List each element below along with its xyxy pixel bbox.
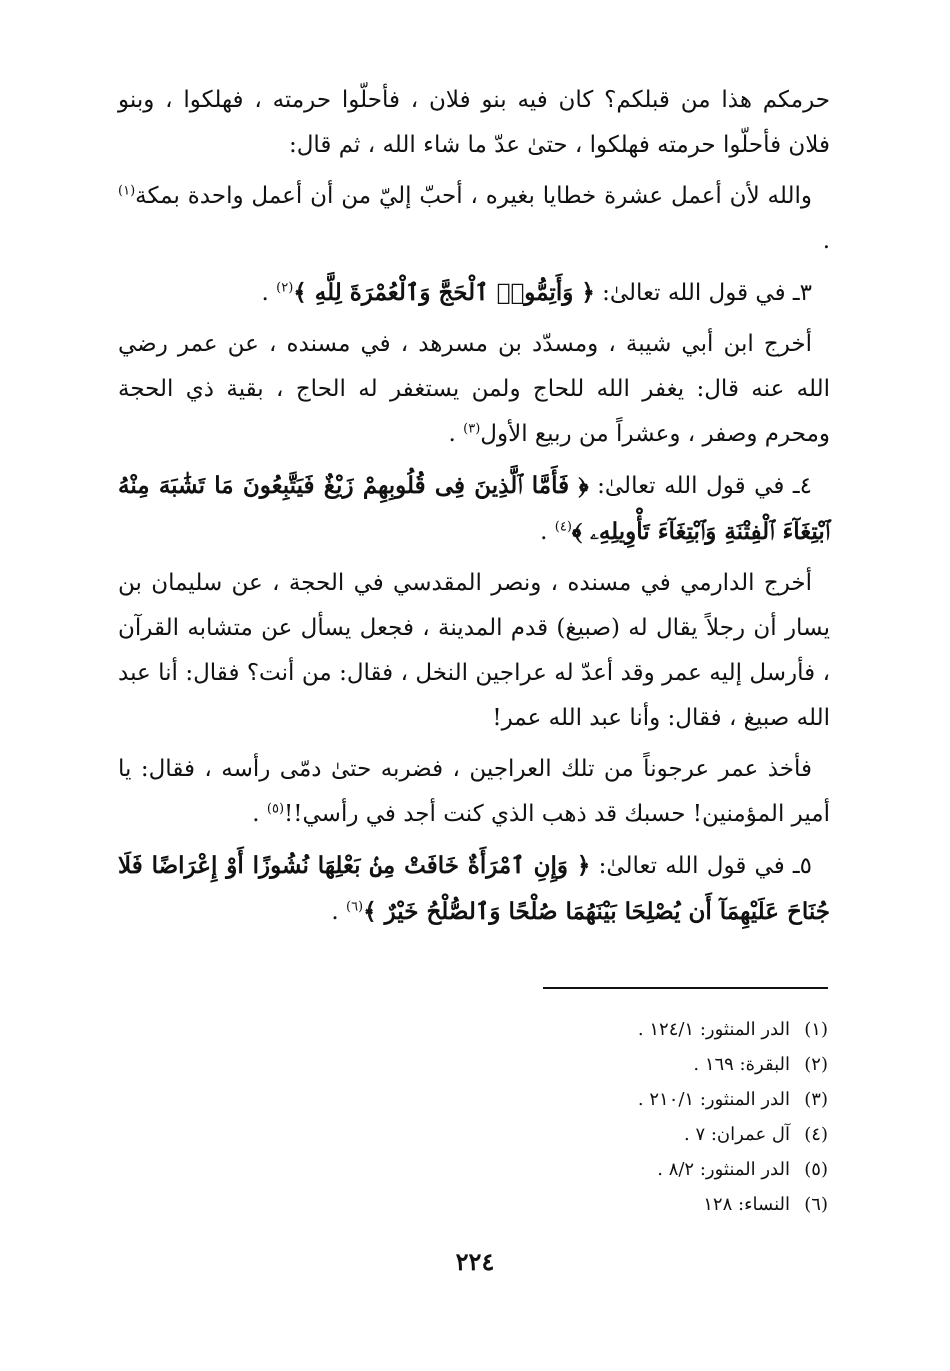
footnote-text: البقرة: ١٦٩ . (693, 1054, 790, 1075)
period: . (822, 228, 830, 254)
footnote-text: آل عمران: ٧ . (683, 1124, 790, 1145)
page-number: ٢٢٤ (455, 1247, 495, 1276)
footnote-item (428, 1152, 828, 1187)
period: . (540, 519, 555, 545)
footnote-number: (٦) (804, 1194, 828, 1215)
footnote-marker-3: (٣) (463, 421, 481, 437)
paragraph-5 (118, 463, 830, 555)
quran-verse-4: ﴿ فَأَمَّا ٱلَّذِينَ فِى قُلُوبِهِمْ زَيْغٌ فَيَتَّبِعُونَ مَا تَشَٰبَهَ مِنْهُ ٱبْتِغَآءَ ٱلْفِتْنَةِ وَٱبْتِغَآءَ تَأْوِيلِهِۦ ﴾ (118, 472, 830, 545)
period: . (261, 280, 277, 306)
footnote-marker-4: (٤) (554, 519, 572, 535)
paragraph-5-text: ٤ـ في قول الله تعالىٰ: (597, 473, 812, 499)
footnote-number: (٣) (804, 1089, 828, 1110)
footnote-number: (٢) (804, 1054, 828, 1075)
paragraph-6-text: أخرج الدارمي في مسنده ، ونصر المقدسي في الحجة ، عن سليمان بن يسار أن رجلاً يقال له (صبيغ) قدم المدينة ، فجعل يسأل عن متشابه القرآن ، فأرسل إليه عمر وقد أعدّ له عراجين النخل ، فقال: من أنت؟ فقال: أنا عبد الله صبيغ ، فقال: وأنا عبد الله عمر! (118, 570, 830, 731)
footnote-marker-5: (٥) (266, 801, 285, 817)
footnote-marker-1: (١) (118, 183, 136, 199)
period: . (331, 899, 346, 925)
paragraph-3 (118, 270, 830, 316)
paragraph-4 (118, 322, 830, 457)
paragraph-3-text: ٣ـ في قول الله تعالىٰ: (602, 280, 812, 306)
paragraph-1 (118, 78, 830, 168)
quran-verse-2: ﴿ وَأَتِمُّوا۟ ٱلْحَجَّ وَٱلْعُمْرَةَ لِلَّهِ ﴾ (293, 279, 595, 306)
footnote-number: (١) (804, 1019, 828, 1040)
quran-verse-6: ﴿ وَإِنِ ٱمْرَأَةٌ خَافَتْ مِنۢ بَعْلِهَا نُشُوزًا أَوْ إِعْرَاضًا فَلَا جُنَاحَ عَلَيْهِمَآ أَن يُصْلِحَا بَيْنَهُمَا صُلْحًا وَٱلصُّلْحُ خَيْرٌ ﴾ (118, 852, 830, 925)
footnote-number: (٥) (804, 1159, 828, 1180)
footnote-separator (543, 987, 828, 989)
paragraph-2 (118, 174, 830, 264)
period: . (252, 801, 267, 827)
paragraph-7 (118, 747, 830, 837)
period: . (448, 421, 464, 447)
footnote-item (428, 1187, 828, 1222)
paragraph-4-text: أخرج ابن أبي شيبة ، ومسدّد بن مسرهد ، في مسنده ، عن عمر رضي الله عنه قال: يغفر الله للحاج ولمن يستغفر له الحاج ، بقية ذي الحجة ومحرم وصفر ، وعشراً من ربيع الأول (118, 331, 830, 447)
footnote-number: (٤) (804, 1124, 828, 1145)
footnote-marker-6: (٦) (345, 899, 364, 915)
paragraph-6 (118, 561, 830, 741)
footnote-marker-2: (٢) (276, 280, 294, 296)
footnote-text: الدر المنثور: ٨/٢ . (657, 1159, 790, 1180)
footnote-item (428, 1082, 828, 1117)
footnote-item (428, 1047, 828, 1082)
footnotes (428, 1012, 828, 1222)
footnote-item (428, 1117, 828, 1152)
page-body (118, 78, 830, 941)
footnote-text: الدر المنثور: ١٢٤/١ . (637, 1019, 790, 1040)
paragraph-8-text: ٥ـ في قول الله تعالىٰ: (598, 853, 812, 879)
paragraph-1-text: حرمكم هذا من قبلكم؟ كان فيه بنو فلان ، فأحلّوا حرمته ، فهلكوا ، وبنو فلان فأحلّوا حرمته فهلكوا ، حتىٰ عدّ ما شاء الله ، ثم قال: (118, 87, 830, 158)
paragraph-7-text: فأخذ عمر عرجوناً من تلك العراجين ، فضربه حتىٰ دمّى رأسه ، فقال: يا أمير المؤمنين! حسبك قد ذهب الذي كنت أجد في رأسي!! (118, 756, 830, 827)
footnote-text: الدر المنثور: ٢١٠/١ . (637, 1089, 790, 1110)
paragraph-8 (118, 843, 830, 935)
footnote-item (428, 1012, 828, 1047)
paragraph-2-text: والله لأن أعمل عشرة خطايا بغيره ، أحبّ إليّ من أن أعمل واحدة بمكة (135, 183, 812, 209)
footnote-text: النساء: ١٢٨ (703, 1194, 790, 1215)
